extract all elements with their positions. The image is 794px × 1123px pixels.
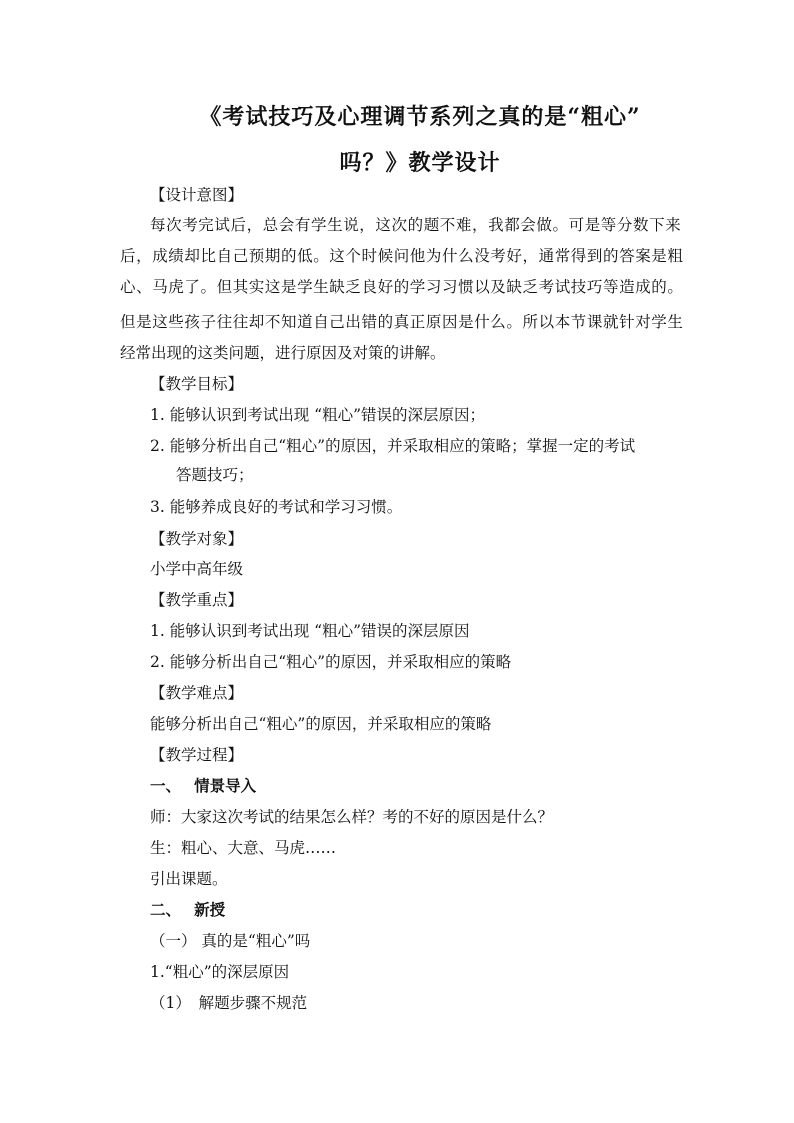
document-title-line-1: 《考试技巧及心理调节系列之真的是“粗心”	[199, 104, 641, 130]
focus-heading: 【教学重点】	[150, 591, 244, 609]
section-heading: 一、 情景导入	[150, 776, 257, 795]
section-heading: 二、 新授	[150, 900, 226, 919]
audience-heading: 【教学对象】	[150, 530, 244, 548]
difficulty-text: 能够分析出自己“粗心”的原因，并采取相应的策略	[150, 715, 492, 733]
difficulty-heading: 【教学难点】	[150, 684, 244, 702]
document-title-line-2: 吗？》教学设计	[339, 150, 501, 176]
subsection-item: （1） 解题步骤不规范	[150, 994, 308, 1012]
dialogue-line: 生：粗心、大意、马虎……	[150, 839, 337, 857]
goal-item: 1. 能够认识到考试出现 “粗心”错误的深层原因；	[150, 406, 485, 424]
subsection-item: 1.“粗心”的深层原因	[150, 963, 290, 981]
intent-paragraph-line: 心、马虎了。但其实这是学生缺乏良好的学习习惯以及缺乏考试技巧等造成的。	[120, 278, 684, 296]
process-heading: 【教学过程】	[150, 746, 244, 764]
goals-heading: 【教学目标】	[150, 375, 244, 393]
focus-item: 2. 能够分析出自己“粗心”的原因，并采取相应的策略	[150, 653, 512, 671]
intent-paragraph-line: 每次考完试后，总会有学生说，这次的题不难，我都会做。可是等分数下来	[150, 216, 682, 234]
intent-heading: 【设计意图】	[150, 186, 244, 204]
subsection-heading: （一） 真的是“粗心”吗	[150, 932, 311, 950]
dialogue-line: 师：大家这次考试的结果怎么样？考的不好的原因是什么？	[150, 808, 554, 826]
goal-item: 3. 能够养成良好的考试和学习习惯。	[150, 498, 403, 516]
goal-item: 2. 能够分析出自己“粗心”的原因，并采取相应的策略；掌握一定的考试	[150, 437, 636, 455]
intent-paragraph-line: 但是这些孩子往往却不知道自己出错的真正原因是什么。所以本节课就针对学生	[120, 313, 684, 331]
intent-paragraph-line: 经常出现的这类问题，进行原因及对策的讲解。	[120, 344, 446, 362]
goal-item-continuation: 答题技巧；	[176, 466, 254, 484]
audience-text: 小学中高年级	[150, 560, 244, 578]
intent-paragraph-line: 后，成绩却比自己预期的低。这个时候问他为什么没考好，通常得到的答案是粗	[120, 247, 684, 265]
body-text: 引出课题。	[150, 870, 228, 888]
focus-item: 1. 能够认识到考试出现 “粗心”错误的深层原因	[150, 622, 470, 640]
